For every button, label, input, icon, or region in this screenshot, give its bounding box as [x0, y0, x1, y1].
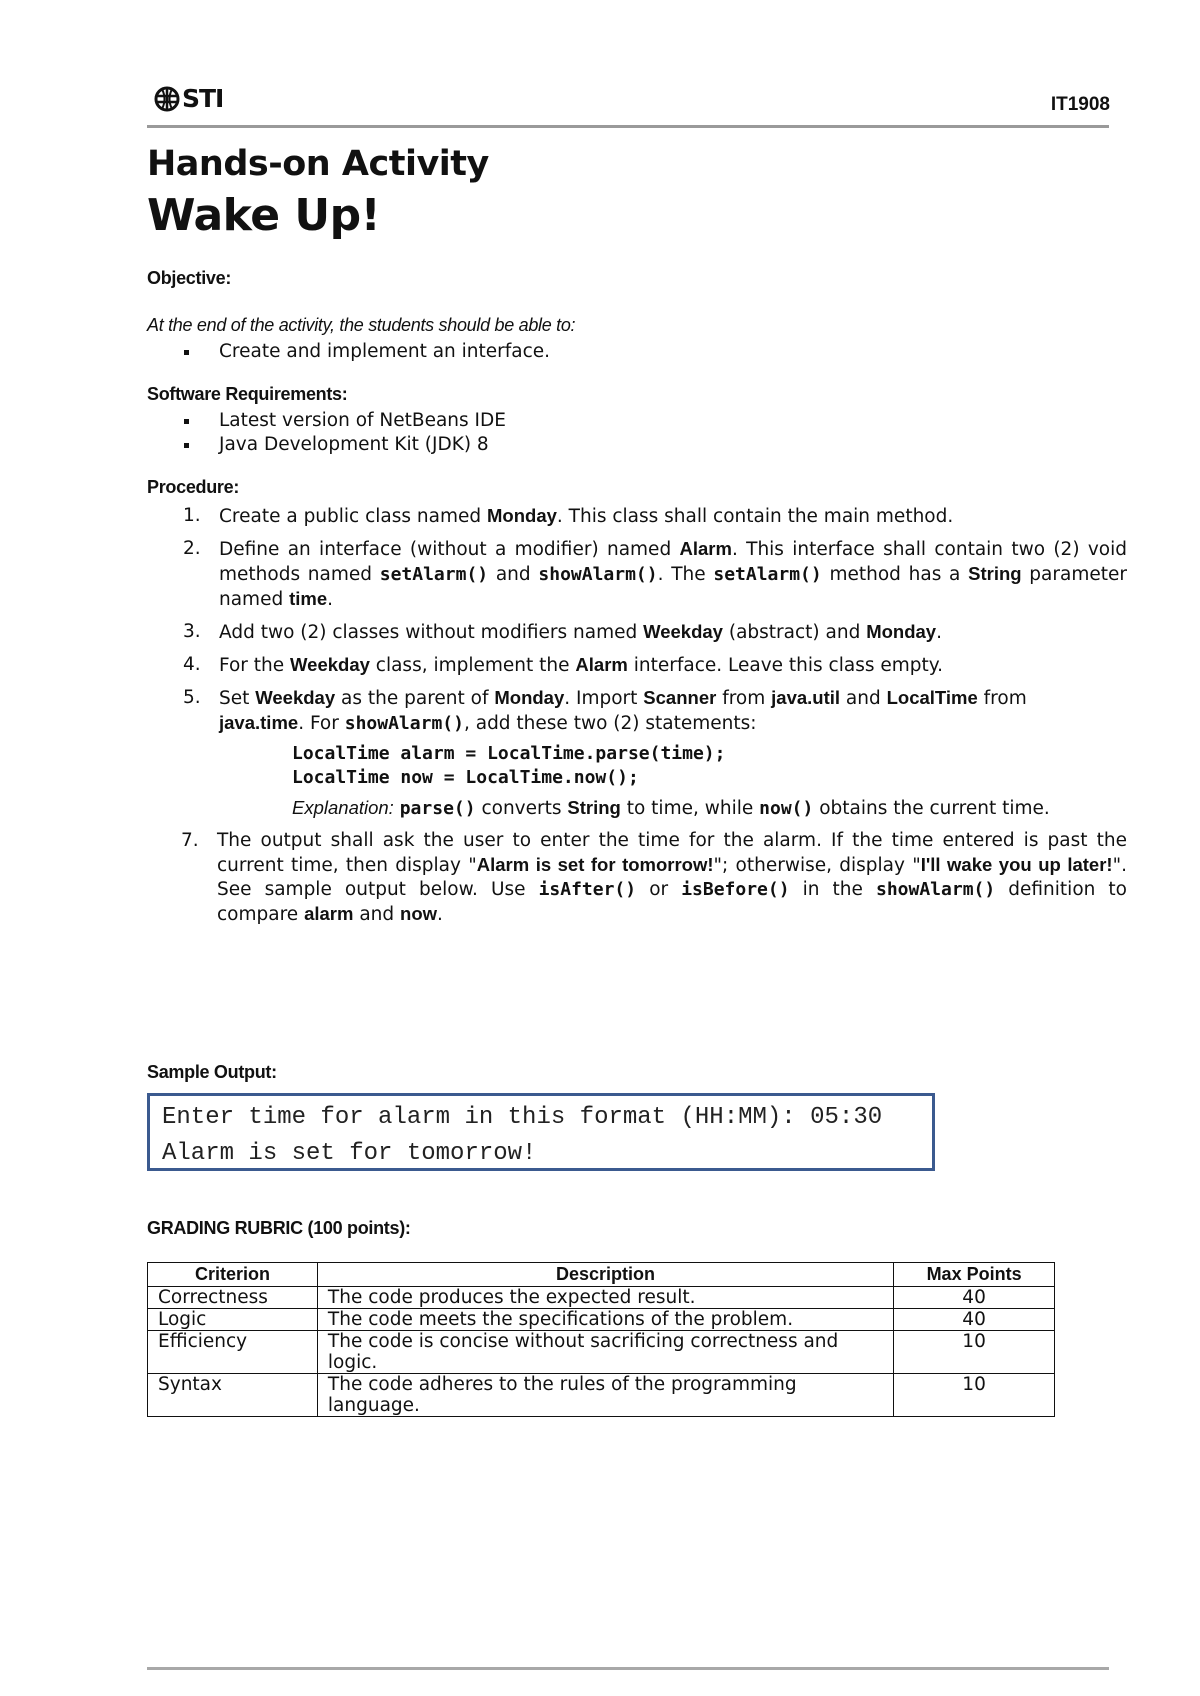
column-header: Description [317, 1263, 893, 1287]
procedure-step-3: 3. Add two (2) classes without modifiers named Weekday (abstract) and Monday. [183, 621, 942, 643]
activity-type-title: Hands-on Activity [147, 144, 489, 184]
software-list [147, 409, 1127, 457]
explanation-note: Explanation: parse() converts String to time, while now() obtains the current time. [292, 797, 1050, 819]
header-divider [147, 125, 1109, 128]
description-cell: The code is concise without sacrificing correctness and logic. [317, 1331, 893, 1374]
objective-list [147, 340, 1127, 364]
table-row [148, 1374, 1055, 1417]
activity-title: Wake Up! [147, 190, 381, 241]
points-cell: 40 [894, 1309, 1055, 1331]
points-cell: 40 [894, 1287, 1055, 1309]
sample-output-console [147, 1093, 935, 1171]
table-row [148, 1331, 1055, 1374]
list-item: Java Development Kit (JDK) 8 [147, 433, 1127, 457]
table-row [148, 1287, 1055, 1309]
procedure-list [147, 504, 1127, 927]
column-header: Criterion [148, 1263, 318, 1287]
procedure-step-7: 7. The output shall ask the user to enter the time for the alarm. If the time entered is past the current time, then display "Alarm is set for tomorrow!"; otherwise, display "I'll wake you up later!". See sample output below. Use isAfter() or isBefore() in the showAlarm() definition to compare alarm and now. [181, 830, 1128, 925]
column-header: Max Points [894, 1263, 1055, 1287]
description-cell: The code meets the specifications of the problem. [317, 1309, 893, 1331]
sti-logo [154, 84, 223, 113]
course-code: IT1908 [1050, 94, 1110, 115]
console-line: Enter time for alarm in this format (HH:MM): 05:30 [162, 1104, 883, 1131]
footer-divider [147, 1667, 1109, 1670]
code-snippet: LocalTime alarm = LocalTime.parse(time); LocalTime now = LocalTime.now(); [292, 743, 726, 788]
procedure-step-1: 1. Create a public class named Monday. This class shall contain the main method. [183, 505, 954, 527]
globe-logo-icon [154, 86, 180, 112]
list-item: Create and implement an interface. [147, 340, 1127, 364]
procedure-step-4: 4. For the Weekday class, implement the Alarm interface. Leave this class empty. [183, 654, 943, 676]
table-header-row [148, 1263, 1055, 1287]
criterion-cell: Efficiency [148, 1331, 318, 1374]
software-heading: Software Requirements: [147, 384, 348, 404]
table-row [148, 1309, 1055, 1331]
console-line: Alarm is set for tomorrow! [162, 1140, 537, 1167]
main-content [147, 268, 1127, 935]
points-cell: 10 [894, 1331, 1055, 1374]
list-item: Latest version of NetBeans IDE [147, 409, 1127, 433]
procedure-step-5: 5. Set Weekday as the parent of Monday. Import Scanner from java.util and LocalTime from java.time. For showAlarm(), add these two (2) statements: LocalTime alarm = LocalTime.parse(time); LocalTime now = LocalTime.now(); Explanation: parse() converts String to time, while now() obtains the current time. [147, 686, 1127, 821]
rubric-heading: GRADING RUBRIC (100 points): [147, 1218, 411, 1238]
rubric-table [147, 1262, 1055, 1417]
procedure-step-2: 2. Define an interface (without a modifier) named Alarm. This interface shall contain two (2) void methods named setAlarm() and showAlarm(). The setAlarm() method has a String parameter named time. [183, 538, 1127, 610]
criterion-cell: Correctness [148, 1287, 318, 1309]
sample-output-heading: Sample Output: [147, 1062, 277, 1082]
criterion-cell: Logic [148, 1309, 318, 1331]
objective-lead: At the end of the activity, the students should be able to: [147, 315, 576, 335]
objective-heading: Objective: [147, 268, 232, 288]
points-cell: 10 [894, 1374, 1055, 1417]
logo-text: STI [182, 84, 224, 113]
criterion-cell: Syntax [148, 1374, 318, 1417]
description-cell: The code adheres to the rules of the programming language. [317, 1374, 893, 1417]
procedure-heading: Procedure: [147, 477, 240, 497]
description-cell: The code produces the expected result. [317, 1287, 893, 1309]
